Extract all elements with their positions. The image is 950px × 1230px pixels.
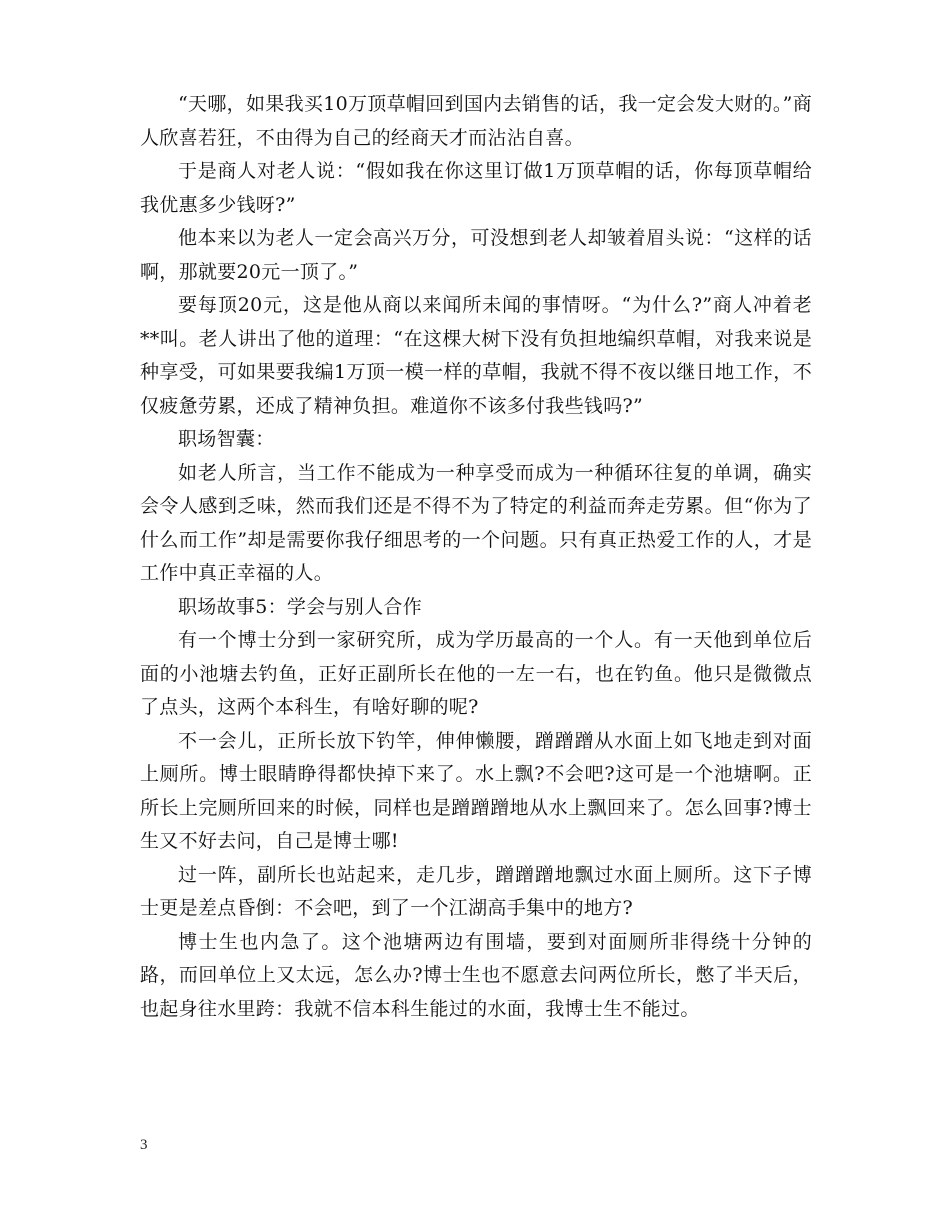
- paragraph: 有一个博士分到一家研究所，成为学历最高的一个人。有一天他到单位后面的小池塘去钓鱼，正好正副所长在他的一左一右，也在钓鱼。他只是微微点了点头，这两个本科生，有啥好聊的呢?: [140, 629, 812, 718]
- paragraph: 不一会儿，正所长放下钓竿，伸伸懒腰，蹭蹭蹭从水面上如飞地走到对面上厕所。博士眼睛睁得都快掉下来了。水上飘?不会吧?这可是一个池塘啊。正所长上完厕所回来的时候，同样也是蹭蹭蹭地从水上飘回来了。怎么回事?博士生又不好去问，自己是博士哪!: [140, 729, 812, 852]
- paragraph: 于是商人对老人说：“假如我在你这里订做1万顶草帽的话，你每顶草帽给我优惠多少钱呀?”: [140, 160, 812, 216]
- paragraph: 要每顶20元，这是他从商以来闻所未闻的事情呀。“为什么?”商人冲着老**叫。老人讲出了他的道理：“在这棵大树下没有负担地编织草帽，对我来说是种享受，可如果要我编1万顶一模一样的草帽，我就不得不夜以继日地工作，不仅疲惫劳累，还成了精神负担。难道你不该多付我些钱吗?”: [140, 294, 812, 417]
- section-heading: 职场智囊：: [178, 428, 275, 450]
- paragraph: “天哪，如果我买10万顶草帽回到国内去销售的话，我一定会发大财的。”商人欣喜若狂，不由得为自己的经商天才而沾沾自喜。: [140, 93, 812, 149]
- section-heading: 职场故事5：学会与别人合作: [178, 595, 422, 618]
- paragraph: 如老人所言，当工作不能成为一种享受而成为一种循环往复的单调，确实会令人感到乏味，然而我们还是不得不为了特定的利益而奔走劳累。但“你为了什么而工作”却是需要你我仔细思考的一个问题。只有真正热爱工作的人，才是工作中真正幸福的人。: [140, 461, 812, 584]
- document-body: [140, 88, 812, 1026]
- paragraph: 博士生也内急了。这个池塘两边有围墙，要到对面厕所非得绕十分钟的路，而回单位上又太远，怎么办?博士生也不愿意去问两位所长，憋了半天后，也起身往水里跨：我就不信本科生能过的水面，我博士生不能过。: [140, 930, 812, 1020]
- paragraph: 过一阵，副所长也站起来，走几步，蹭蹭蹭地飘过水面上厕所。这下子博士更是差点昏倒：不会吧，到了一个江湖高手集中的地方?: [140, 863, 812, 919]
- page-number: 3: [140, 1137, 148, 1153]
- paragraph: 他本来以为老人一定会高兴万分，可没想到老人却皱着眉头说：“这样的话啊，那就要20元一顶了。”: [140, 227, 812, 283]
